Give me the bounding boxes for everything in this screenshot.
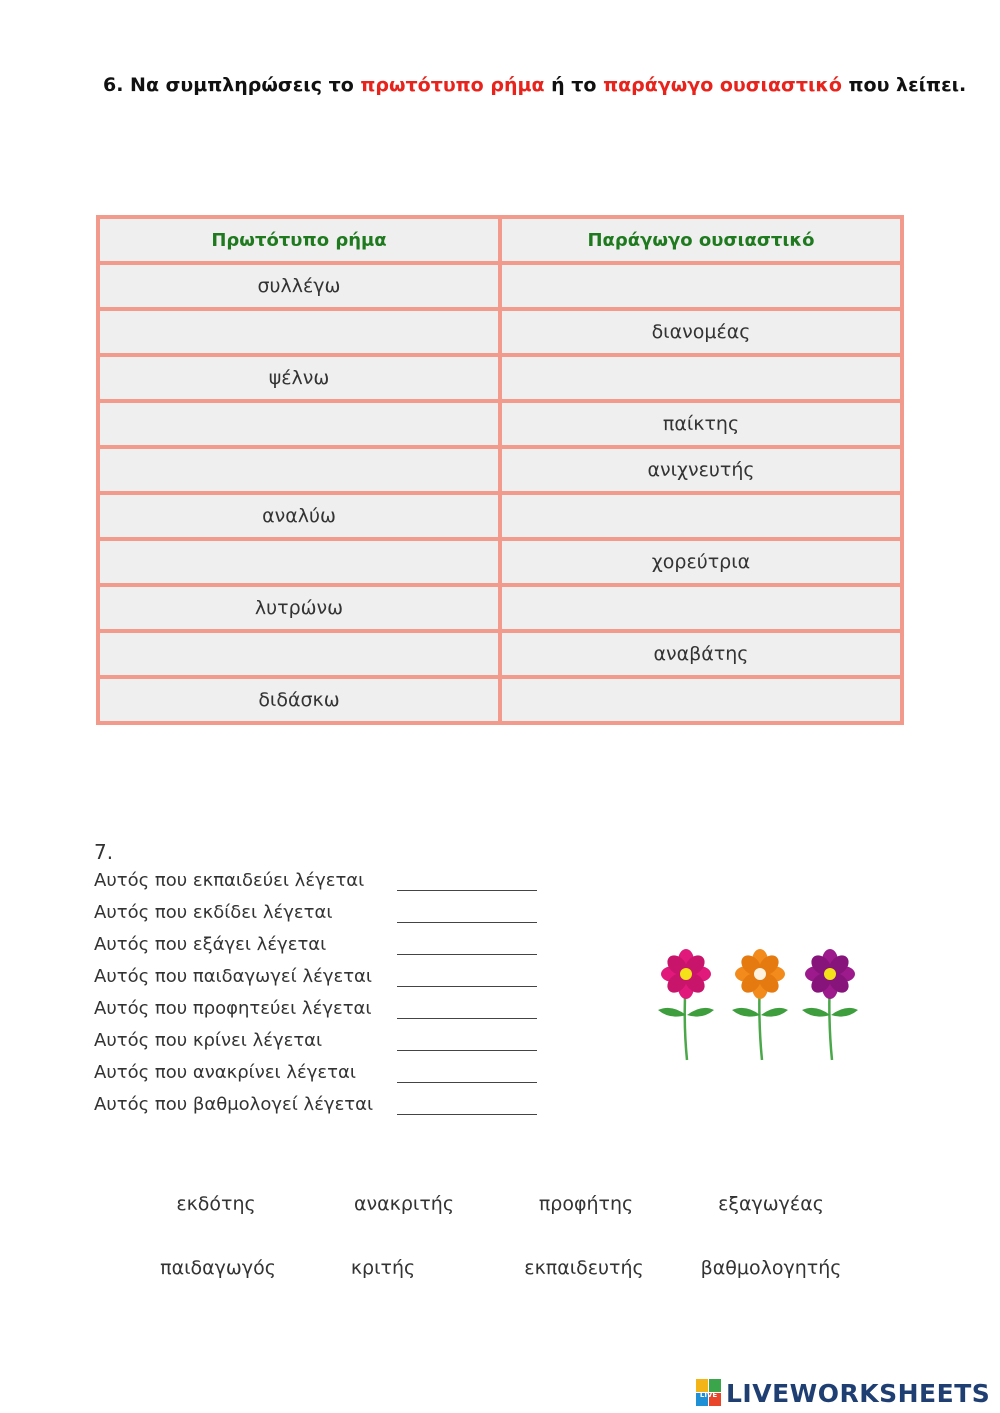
answer-blank[interactable] [397,954,537,955]
verb-cell[interactable] [98,309,500,355]
verb-cell[interactable] [98,447,500,493]
question-text: Αυτός που βαθμολογεί λέγεται [94,1094,374,1115]
verb-cell[interactable]: ψέλνω [98,355,500,401]
question-row [94,1028,544,1060]
question-row [94,932,544,964]
verb-cell[interactable]: διδάσκω [98,677,500,723]
flowers-illustration [650,940,870,1070]
question-row [94,1060,544,1092]
question-text: Αυτός που προφητεύει λέγεται [94,998,372,1019]
noun-cell[interactable]: παίκτης [500,401,902,447]
table-row [98,677,902,723]
noun-cell[interactable] [500,355,902,401]
liveworksheets-logo [696,1378,990,1408]
exercise-7-number: 7. [94,840,114,864]
question-text: Αυτός που ανακρίνει λέγεται [94,1062,356,1083]
question-text: Αυτός που κρίνει λέγεται [94,1030,323,1051]
noun-cell[interactable]: διανομέας [500,309,902,355]
table-header-row [98,217,902,263]
question-row [94,996,544,1028]
verb-cell[interactable] [98,401,500,447]
verb-cell[interactable]: αναλύω [98,493,500,539]
question-row [94,868,544,900]
verb-cell[interactable] [98,539,500,585]
instruction-highlight-verb: πρωτότυπο ρήμα [360,74,545,96]
noun-cell[interactable] [500,677,902,723]
noun-cell[interactable]: χορεύτρια [500,539,902,585]
word-bank-item[interactable]: κριτής [350,1257,416,1279]
header-original-verb: Πρωτότυπο ρήμα [98,217,500,263]
question-text: Αυτός που εκδίδει λέγεται [94,902,333,923]
table-row [98,309,902,355]
noun-cell[interactable]: ανιχνευτής [500,447,902,493]
verb-cell[interactable]: συλλέγω [98,263,500,309]
table-row [98,493,902,539]
table-row [98,539,902,585]
word-bank-item[interactable]: βαθμολογητής [700,1257,842,1279]
word-bank-item[interactable]: εξαγωγέας [718,1193,824,1215]
badge-text: LIVE [699,1391,718,1399]
instruction-part2: ή το [544,74,604,96]
verb-noun-table [96,215,904,725]
answer-blank[interactable] [397,986,537,987]
liveworksheets-badge-icon [696,1379,722,1407]
table-row [98,631,902,677]
noun-cell[interactable]: αναβάτης [500,631,902,677]
question-text: Αυτός που εκπαιδεύει λέγεται [94,870,365,891]
question-row [94,964,544,996]
word-bank-item[interactable]: εκπαιδευτής [524,1257,644,1279]
header-derived-noun: Παράγωγο ουσιαστικό [500,217,902,263]
word-bank-item[interactable]: παιδαγωγός [160,1257,276,1279]
instruction-part3: που λείπει. [841,74,967,96]
word-bank-item[interactable]: ανακριτής [354,1193,454,1215]
noun-cell[interactable] [500,263,902,309]
word-bank-item[interactable]: προφήτης [538,1193,634,1215]
flower-orange-icon [732,949,788,1060]
answer-blank[interactable] [397,1114,537,1115]
question-text: Αυτός που εξάγει λέγεται [94,934,327,955]
answer-blank[interactable] [397,922,537,923]
table-row [98,585,902,631]
noun-cell[interactable] [500,493,902,539]
instruction-part1: 6. Να συμπληρώσεις το [103,74,361,96]
question-row [94,900,544,932]
question-text: Αυτός που παιδαγωγεί λέγεται [94,966,372,987]
word-bank-item[interactable]: εκδότης [176,1193,256,1215]
answer-blank[interactable] [397,1050,537,1051]
verb-cell[interactable]: λυτρώνω [98,585,500,631]
flower-purple-icon [802,949,858,1060]
answer-blank[interactable] [397,890,537,891]
exercise-6-instruction [103,74,966,96]
verb-cell[interactable] [98,631,500,677]
exercise-7 [94,840,544,1124]
flower-pink-icon [658,949,714,1060]
answer-blank[interactable] [397,1018,537,1019]
noun-cell[interactable] [500,585,902,631]
table-row [98,401,902,447]
logo-text: LIVEWORKSHEETS [726,1378,991,1408]
question-row [94,1092,544,1124]
table-row [98,447,902,493]
table-row [98,355,902,401]
table-row [98,263,902,309]
instruction-highlight-noun: παράγωγο ουσιαστικό [603,74,842,96]
answer-blank[interactable] [397,1082,537,1083]
